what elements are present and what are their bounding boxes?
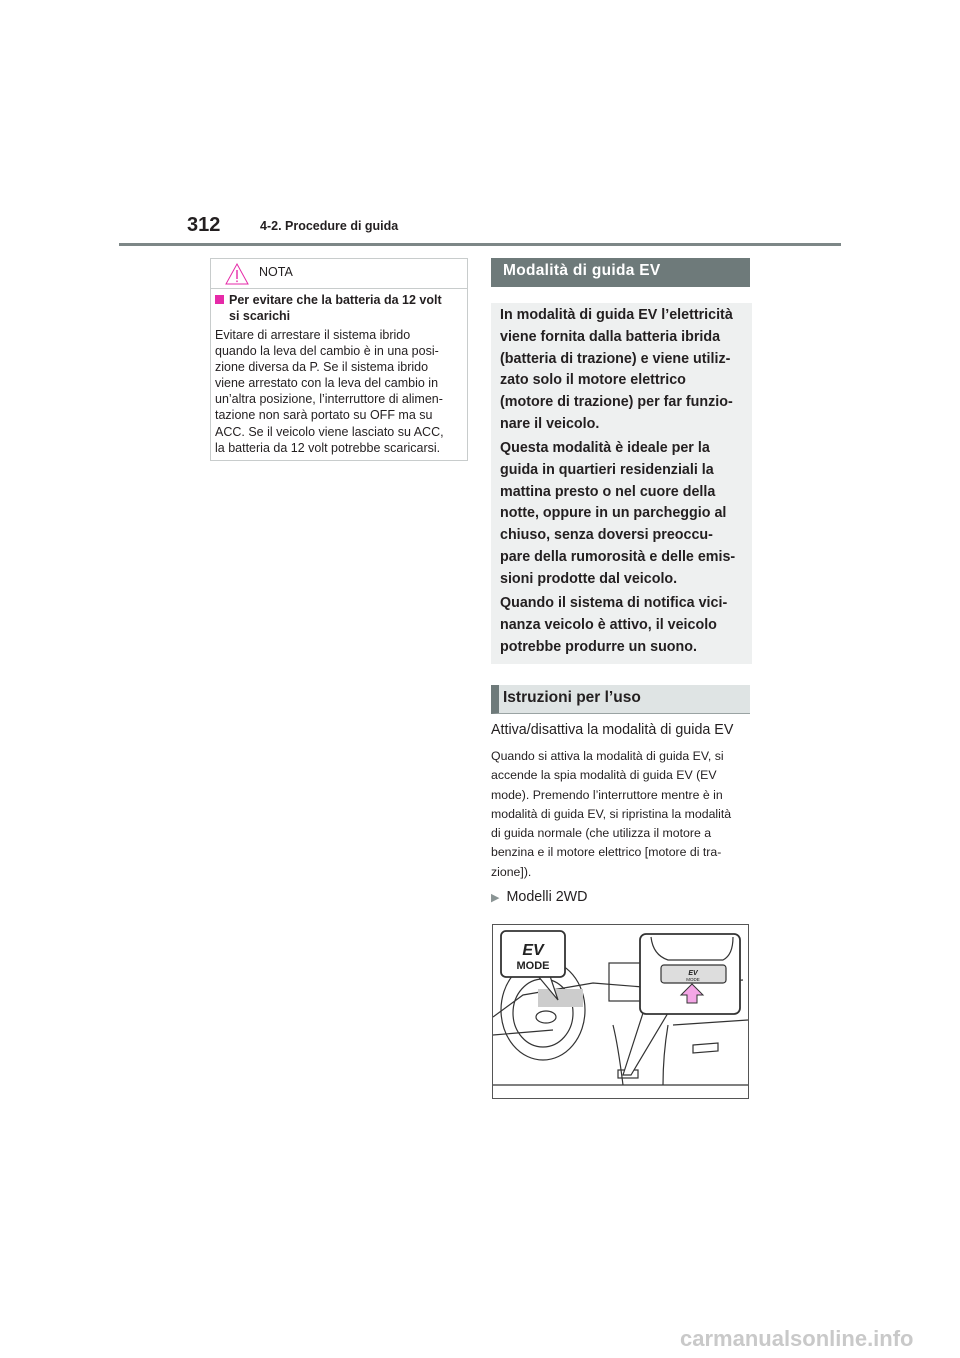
warning-icon: [224, 262, 250, 286]
ev-mode-switch-illustration: [492, 924, 749, 1099]
text-line: benzina e il motore elettrico [motore di tra-: [491, 845, 722, 860]
text-line: In modalità di guida EV l’elettricità: [500, 307, 733, 323]
text-line: (motore di trazione) per far funzio-: [500, 394, 733, 411]
models-text: Modelli 2WD: [506, 889, 588, 905]
text-line: Quando si attiva la modalità di guida EV, si: [491, 749, 724, 763]
section-title: 4-2. Procedure di guida: [260, 219, 399, 233]
text-line: la batteria da 12 volt potrebbe scaricarsi.: [215, 440, 441, 455]
text-line: zato solo il motore elettrico: [500, 372, 686, 389]
text-line: guida in quartieri residenziali la: [500, 461, 714, 478]
ev-intro-box: [491, 303, 752, 664]
bullet-square-icon: [215, 295, 224, 304]
text-line: di guida normale (che utilizza il motore a: [491, 826, 712, 841]
callout-mode-text: MODE: [516, 960, 550, 972]
text-line: sioni prodotte dal veicolo.: [500, 570, 678, 587]
text-line: viene fornita dalla batteria ibrida: [500, 328, 721, 345]
nota-header: [211, 259, 467, 289]
models-label: [491, 889, 588, 905]
text-line: nanza veicolo è attivo, il veicolo: [500, 616, 717, 633]
text-line: Questa modalità è ideale per la: [500, 440, 710, 456]
watermark: carmanualsonline.info: [680, 1326, 914, 1351]
text-line: pare della rumorosità e delle emis-: [500, 548, 736, 565]
nota-subtitle-line: si scarichi: [229, 309, 291, 323]
text-line: potrebbe produrre un suono.: [500, 638, 697, 655]
instructions-subtitle: Attiva/disattiva la modalità di guida EV: [491, 722, 734, 738]
dashboard-drawing: [493, 925, 748, 1098]
text-line: ACC. Se il veicolo viene lasciato su ACC,: [215, 424, 444, 439]
text-line: modalità di guida EV, si ripristina la modalità: [491, 806, 732, 821]
button-mode-text: MODE: [686, 977, 700, 982]
text-line: (batteria di trazione) e viene utiliz-: [500, 350, 731, 367]
text-line: accende la spia modalità di guida EV (EV: [491, 768, 717, 783]
nota-body: [215, 327, 444, 456]
ev-paragraph: [500, 305, 733, 436]
text-line: Quando il sistema di notifica vici-: [500, 595, 728, 611]
text-line: Evitare di arrestare il sistema ibrido: [215, 328, 411, 342]
ev-paragraph: [500, 593, 727, 658]
text-line: zione diversa da P. Se il sistema ibrido: [215, 360, 429, 375]
nota-box: [210, 258, 468, 461]
nota-subtitle: [215, 292, 442, 324]
text-line: notte, oppure in un parcheggio al: [500, 505, 727, 522]
instructions-heading: Istruzioni per l’uso: [491, 685, 750, 714]
text-line: nare il veicolo.: [500, 415, 600, 432]
triangle-bullet-icon: ▶: [491, 892, 500, 904]
header-divider: [119, 243, 841, 246]
text-line: viene arrestato con la leva del cambio in: [215, 376, 439, 391]
ev-paragraph: [500, 438, 735, 591]
nota-label: NOTA: [259, 265, 293, 279]
text-line: zione]).: [491, 864, 532, 879]
text-line: mode). Premendo l’interruttore mentre è in: [491, 787, 723, 802]
text-line: tazione non sarà portato su OFF ma su: [215, 408, 433, 423]
callout-ev-text: EV: [522, 942, 544, 959]
nota-subtitle-line: Per evitare che la batteria da 12 volt: [229, 293, 442, 307]
text-line: mattina presto o nel cuore della: [500, 483, 716, 500]
text-line: chiuso, senza doversi preoccu-: [500, 527, 713, 544]
text-line: un’altra posizione, l’interruttore di alimen-: [215, 392, 443, 407]
page-number: 312: [187, 214, 221, 236]
button-ev-text: EV: [688, 970, 698, 977]
instructions-body: [491, 747, 731, 882]
text-line: quando la leva del cambio è in una posi-: [215, 344, 439, 359]
ev-mode-heading: Modalità di guida EV: [491, 258, 750, 287]
